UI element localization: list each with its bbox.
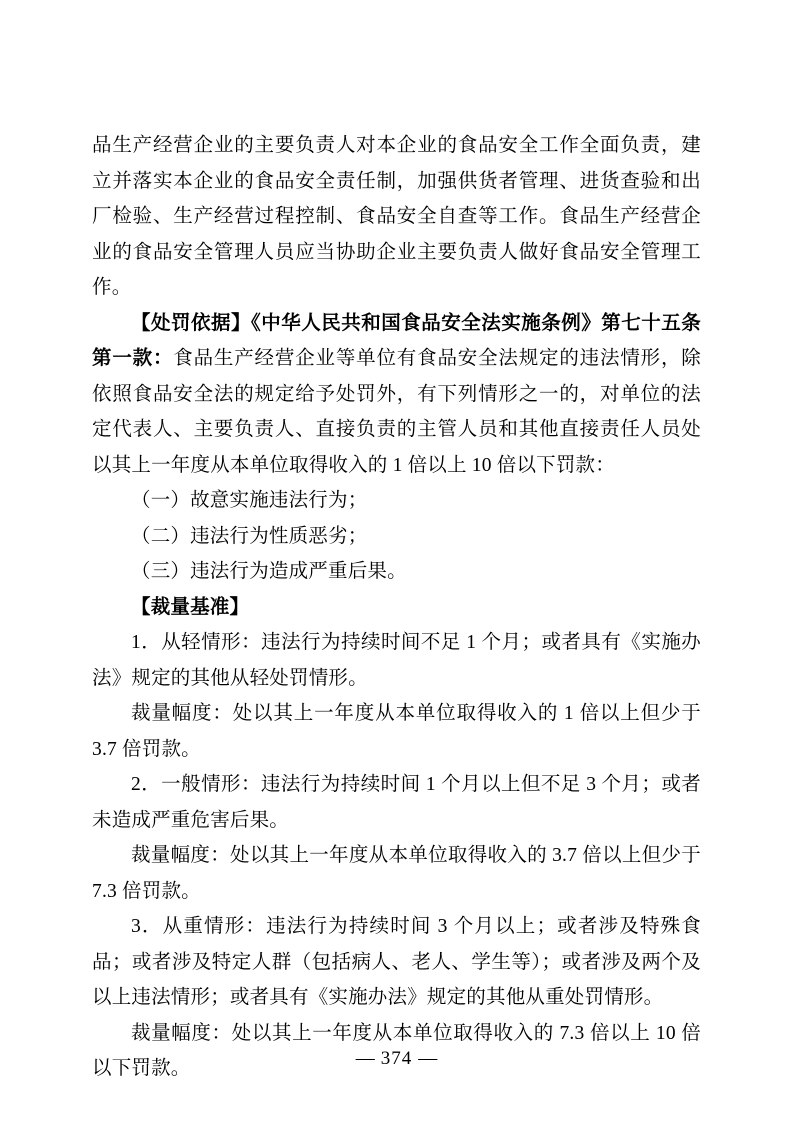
paragraph-lenient-range — [92, 696, 701, 767]
paragraph-continuation — [92, 128, 701, 306]
discretion-standard-heading: 【裁量基准】 — [131, 596, 250, 618]
paragraph-text: 食品生产经营企业等单位有食品安全法规定的违法情形，除依照食品安全法的规定给予处罚外，有下列情形之一的，对单位的法定代表人、主要负责人、直接负责的主管人员和其他直接责任人员处以其上一年度从本单位取得收入的 1 倍以上 10 倍以下罚款： — [92, 348, 701, 476]
paragraph-general-case — [92, 767, 701, 838]
penalty-basis-heading: 【处罚依据】《中华人民共和国食品安全法实施条例》第七十五条第一款： — [92, 312, 701, 369]
page-number: 374 — [380, 1048, 413, 1069]
paragraph-text: 2．一般情形：违法行为持续时间 1 个月以上但不足 3 个月；或者未造成严重危害后果。 — [92, 774, 701, 831]
paragraph-text: 品生产经营企业的主要负责人对本企业的食品安全工作全面负责，建立并落实本企业的食品安全责任制，加强供货者管理、进货查验和出厂检验、生产经营过程控制、食品安全自查等工作。食品生产经营企业的食品安全管理人员应当协助企业主要负责人做好食品安全管理工作。 — [92, 135, 701, 298]
page-footer — [0, 1048, 793, 1070]
document-body — [92, 128, 701, 1087]
paragraph-text: 裁量幅度：处以其上一年度从本单位取得收入的 7.3 倍以上 10 倍以下罚款。 — [92, 1022, 701, 1079]
list-item-1 — [92, 483, 701, 519]
paragraph-text: 1．从轻情形：违法行为持续时间不足 1 个月；或者具有《实施办法》规定的其他从轻处罚情形。 — [92, 632, 701, 689]
footer-right-dash: — — [418, 1048, 438, 1069]
paragraph-text: 裁量幅度：处以其上一年度从本单位取得收入的 1 倍以上但少于 3.7 倍罚款。 — [92, 703, 701, 760]
list-item-2 — [92, 519, 701, 555]
paragraph-lenient-case — [92, 625, 701, 696]
paragraph-penalty-basis — [92, 306, 701, 484]
footer-left-dash: — — [355, 1048, 375, 1069]
paragraph-text: 裁量幅度：处以其上一年度从本单位取得收入的 3.7 倍以上但少于 7.3 倍罚款。 — [92, 845, 701, 902]
paragraph-text: （三）违法行为造成严重后果。 — [131, 561, 407, 582]
paragraph-text: 3．从重情形：违法行为持续时间 3 个月以上；或者涉及特殊食品；或者涉及特定人群（包括病人、老人、学生等）；或者涉及两个及以上违法情形；或者具有《实施办法》规定的其他从重处罚情形。 — [92, 916, 701, 1008]
paragraph-discretion-standard-heading — [92, 590, 701, 626]
paragraph-text: （一）故意实施违法行为； — [131, 490, 368, 511]
paragraph-text: （二）违法行为性质恶劣； — [131, 525, 368, 547]
paragraph-severe-case — [92, 909, 701, 1016]
paragraph-general-range — [92, 838, 701, 909]
list-item-3 — [92, 554, 701, 590]
